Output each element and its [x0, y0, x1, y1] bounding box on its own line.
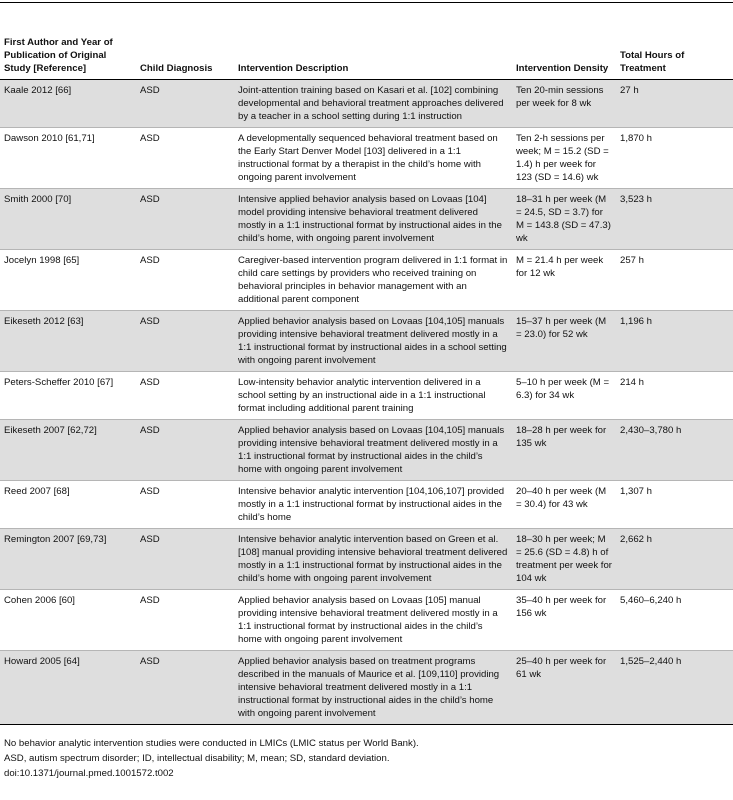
header-description: Intervention Description — [234, 30, 512, 80]
cell-diagnosis: ASD — [136, 481, 234, 529]
cell-density: 18–30 h per week; M = 25.6 (SD = 4.8) h of treatment per week for 104 wk — [512, 529, 616, 590]
footnote-abbreviations: ASD, autism spectrum disorder; ID, intellectual disability; M, mean; SD, standard deviation. — [4, 753, 390, 764]
cell-density: Ten 20-min sessions per week for 8 wk — [512, 80, 616, 128]
cell-density: 20–40 h per week (M = 30.4) for 43 wk — [512, 481, 616, 529]
cell-author: Howard 2005 [64] — [0, 651, 136, 725]
cell-author: Eikeseth 2012 [63] — [0, 311, 136, 372]
cell-author: Reed 2007 [68] — [0, 481, 136, 529]
cell-description: Intensive applied behavior analysis based on Lovaas [104] model providing intensive behavioral treatment delivered mostly in a 1:1 instructional format by instructional aides in the child’s home, with ongoing parent involvement — [234, 189, 512, 250]
cell-density: 18–31 h per week (M = 24.5, SD = 3.7) for M = 143.8 (SD = 47.3) wk — [512, 189, 616, 250]
cell-author: Smith 2000 [70] — [0, 189, 136, 250]
cell-description: Low-intensity behavior analytic intervention delivered in a school setting by an instructional aide in a 1:1 instructional format including additional parent training — [234, 372, 512, 420]
table-footnotes — [4, 736, 419, 781]
cell-description: Applied behavior analysis based on Lovaas [104,105] manuals providing intensive behavioral treatment delivered mostly in a 1:1 instructional format by instructional aides in a school setting with ongoing parent involvement — [234, 311, 512, 372]
cell-hours: 5,460–6,240 h — [616, 590, 733, 651]
table-row — [0, 128, 733, 189]
cell-hours: 3,523 h — [616, 189, 733, 250]
cell-hours: 27 h — [616, 80, 733, 128]
cell-density: M = 21.4 h per week for 12 wk — [512, 250, 616, 311]
cell-author: Kaale 2012 [66] — [0, 80, 136, 128]
cell-hours: 1,307 h — [616, 481, 733, 529]
cell-author: Remington 2007 [69,73] — [0, 529, 136, 590]
cell-hours: 1,525–2,440 h — [616, 651, 733, 725]
cell-hours: 2,662 h — [616, 529, 733, 590]
cell-diagnosis: ASD — [136, 189, 234, 250]
cell-author: Peters-Scheffer 2010 [67] — [0, 372, 136, 420]
footnote-doi: doi:10.1371/journal.pmed.1001572.t002 — [4, 768, 174, 779]
cell-description: Joint-attention training based on Kasari et al. [102] combining developmental and behavioral treatment approaches delivered by a teacher in a school setting during 1:1 instruction — [234, 80, 512, 128]
cell-hours: 2,430–3,780 h — [616, 420, 733, 481]
cell-description: Intensive behavior analytic intervention based on Green et al. [108] manual providing intensive behavioral treatment delivered mostly in a 1:1 instructional format by instructional aides in the child’s home with ongoing parent involvement — [234, 529, 512, 590]
table-header-row — [0, 30, 733, 80]
header-author: First Author and Year of Publication of Original Study [Reference] — [0, 30, 136, 80]
cell-author: Eikeseth 2007 [62,72] — [0, 420, 136, 481]
top-rule — [0, 2, 733, 3]
table-row — [0, 420, 733, 481]
table-row — [0, 80, 733, 128]
cell-hours: 1,870 h — [616, 128, 733, 189]
header-hours: Total Hours of Treatment — [616, 30, 733, 80]
cell-description: Applied behavior analysis based on Lovaas [104,105] manuals providing intensive behavioral treatment delivered mostly in a 1:1 instructional format by instructional aides in the child’s home with ongoing parent involvement — [234, 420, 512, 481]
cell-density: Ten 2-h sessions per week; M = 15.2 (SD = 1.4) h per week for 123 (SD = 14.6) wk — [512, 128, 616, 189]
cell-description: A developmentally sequenced behavioral treatment based on the Early Start Denver Model [103] delivered in a 1:1 instructional format by a therapist in the child’s home with ongoing parent involvement — [234, 128, 512, 189]
cell-diagnosis: ASD — [136, 250, 234, 311]
cell-diagnosis: ASD — [136, 590, 234, 651]
intervention-table — [0, 30, 733, 725]
cell-author: Dawson 2010 [61,71] — [0, 128, 136, 189]
header-diagnosis: Child Diagnosis — [136, 30, 234, 80]
table-row — [0, 250, 733, 311]
cell-diagnosis: ASD — [136, 311, 234, 372]
header-density: Intervention Density — [512, 30, 616, 80]
cell-density: 5–10 h per week (M = 6.3) for 34 wk — [512, 372, 616, 420]
table-row — [0, 372, 733, 420]
cell-description: Caregiver-based intervention program delivered in 1:1 format in child care settings by providers who received training on behavioral principles in behavior management with an additional parent component — [234, 250, 512, 311]
cell-author: Jocelyn 1998 [65] — [0, 250, 136, 311]
cell-hours: 214 h — [616, 372, 733, 420]
cell-description: Applied behavior analysis based on Lovaas [105] manual providing intensive behavioral treatment delivered mostly in a 1:1 instructional format by instructional aides in the child’s home with ongoing parent involvement — [234, 590, 512, 651]
cell-density: 18–28 h per week for 135 wk — [512, 420, 616, 481]
cell-description: Applied behavior analysis based on treatment programs described in the manuals of Maurice et al. [109,110] providing intensive behavioral treatment delivered mostly in a 1:1 instructional format by instructional aides in the child’s home with ongoing parent involvement — [234, 651, 512, 725]
cell-diagnosis: ASD — [136, 529, 234, 590]
cell-diagnosis: ASD — [136, 651, 234, 725]
cell-hours: 257 h — [616, 250, 733, 311]
cell-diagnosis: ASD — [136, 372, 234, 420]
cell-diagnosis: ASD — [136, 80, 234, 128]
cell-density: 25–40 h per week for 61 wk — [512, 651, 616, 725]
table-row — [0, 651, 733, 725]
table-row — [0, 189, 733, 250]
cell-author: Cohen 2006 [60] — [0, 590, 136, 651]
cell-hours: 1,196 h — [616, 311, 733, 372]
footnote-lmic: No behavior analytic intervention studies were conducted in LMICs (LMIC status per World Bank). — [4, 738, 419, 749]
table-row — [0, 529, 733, 590]
cell-diagnosis: ASD — [136, 128, 234, 189]
table-row — [0, 481, 733, 529]
table-row — [0, 590, 733, 651]
cell-diagnosis: ASD — [136, 420, 234, 481]
cell-density: 35–40 h per week for 156 wk — [512, 590, 616, 651]
cell-description: Intensive behavior analytic intervention [104,106,107] provided mostly in a 1:1 instructional format by instructional aides in the child’s home — [234, 481, 512, 529]
cell-density: 15–37 h per week (M = 23.0) for 52 wk — [512, 311, 616, 372]
table-row — [0, 311, 733, 372]
